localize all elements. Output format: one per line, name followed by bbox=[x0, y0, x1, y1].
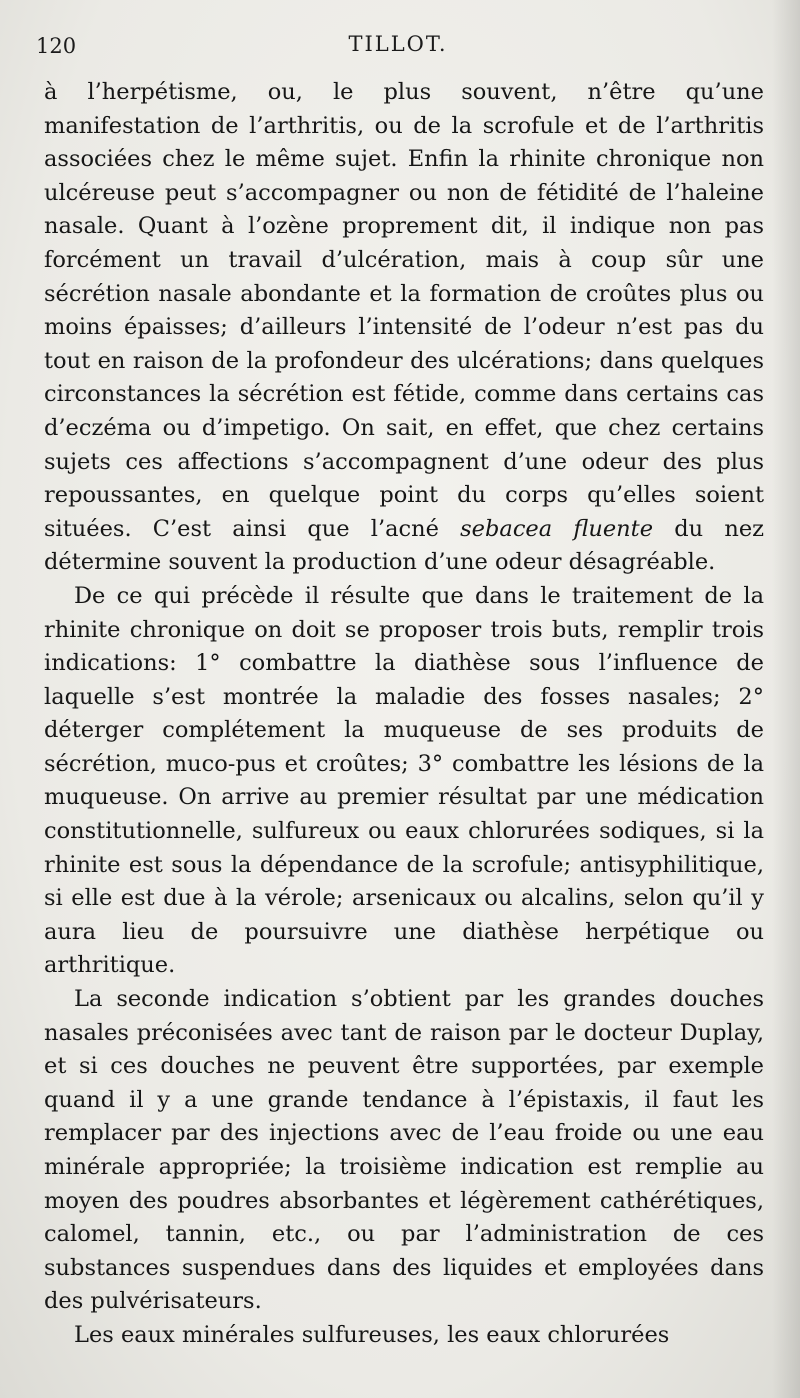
body-text bbox=[44, 76, 764, 1353]
page-edge-shadow bbox=[772, 0, 800, 1398]
paragraph-text: De ce qui précède il résulte que dans le traitement de la rhinite chronique on doit se proposer trois buts, remplir trois indications: 1° combattre la diathèse sous l’influence de laquelle s’est montrée la maladie des fosses nasales; 2° déterger complétement la muqueuse de ses produits de sécrétion, muco-pus et croûtes; 3° combattre les lésions de la muqueuse. On arrive au premier résultat par une médication constitutionnelle, sulfureux ou eaux chlorurées sodiques, si la rhinite est sous la dépendance de la scrofule; antisyphilitique, si elle est due à la vérole; arsenicaux ou alcalins, selon qu’il y aura lieu de poursuivre une diathèse herpétique ou arthritique. bbox=[44, 582, 764, 979]
paragraph-text: Les eaux minérales sulfureuses, les eaux chlorurées bbox=[74, 1321, 670, 1348]
paragraph-text: à l’herpétisme, ou, le plus souvent, n’être qu’une manifestation de l’arthritis, ou de la scrofule et de l’arthritis associées chez le même sujet. Enfin la rhinite chronique non ulcéreuse peut s’accompagner ou non de fétidité de l’haleine nasale. Quant à l’ozène proprement dit, il indique non pas forcément un travail d’ulcération, mais à coup sûr une sécrétion nasale abondante et la formation de croûtes plus ou moins épaisses; d’ailleurs l’intensité de l’odeur n’est pas du tout en raison de la profondeur des ulcérations; dans quelques circonstances la sécrétion est fétide, comme dans certains cas d’eczéma ou d’impetigo. On sait, en effet, que chez certains sujets ces affections s’accompagnent d’une odeur des plus repoussantes, en quelque point du corps qu’elles soient situées. C’est ainsi que l’acné bbox=[44, 79, 764, 542]
italic-term: sebacea fluente bbox=[460, 515, 654, 542]
paragraph-1 bbox=[44, 76, 764, 580]
paragraph-2 bbox=[44, 580, 764, 983]
paragraph-3 bbox=[44, 983, 764, 1319]
paragraph-text: La seconde indication s’obtient par les grandes douches nasales préconisées avec tant de raison par le docteur Duplay, et si ces douches ne peuvent être supportées, par exemple quand il y a une grande tendance à l’épistaxis, il faut les remplacer par des injections avec de l’eau froide ou une eau minérale appropriée; la troisième indication est remplie au moyen des poudres absorbantes et légèrement cathérétiques, calomel, tannin, etc., ou par l’administration de ces substances suspendues dans des liquides et employées dans des pulvérisateurs. bbox=[44, 986, 764, 1315]
running-title: TILLOT. bbox=[348, 32, 448, 56]
paragraph-4 bbox=[44, 1319, 764, 1353]
page-header bbox=[36, 30, 760, 70]
page-number: 120 bbox=[36, 34, 77, 58]
paragraph-text: du nez détermine souvent la production d’une odeur désagréable. bbox=[44, 515, 764, 576]
